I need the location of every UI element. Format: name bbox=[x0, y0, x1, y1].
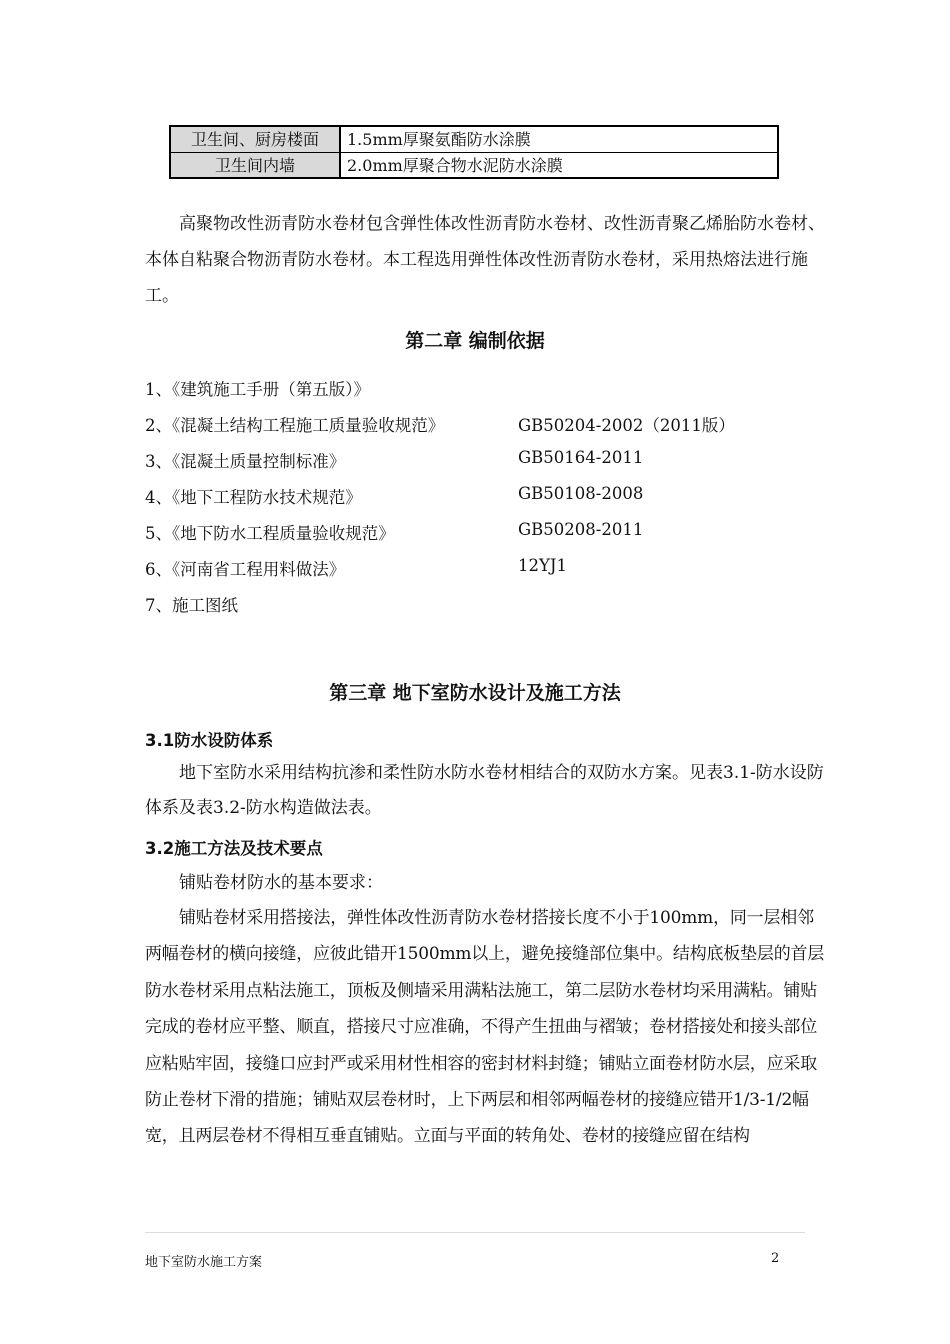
reference-code: GB50208-2011 bbox=[518, 520, 644, 539]
footer-doc-title: 地下室防水施工方案 bbox=[145, 1255, 263, 1270]
reference-item bbox=[145, 556, 825, 580]
table-cell-material: 1.5mm厚聚氨酯防水涂膜 bbox=[347, 130, 531, 149]
table-row bbox=[171, 153, 777, 177]
reference-code: GB50164-2011 bbox=[518, 448, 644, 467]
reference-item bbox=[145, 520, 825, 544]
reference-title: 4、《地下工程防水技术规范》 bbox=[145, 488, 362, 507]
reference-code: 12YJ1 bbox=[518, 556, 568, 575]
section-body: 铺贴卷材采用搭接法，弹性体改性沥青防水卷材搭接长度不小于100mm，同一层相邻两幅卷材的横向接缝，应彼此错开1500mm以上，避免接缝部位集中。结构底板垫层的首层防水卷材采用点粘法施工，顶板及侧墙采用满粘法施工，第二层防水卷材均采用满粘。铺贴完成的卷材应平整、顺直，搭接尺寸应准确，不得产生扭曲与褶皱；卷材搭接处和接头部位应粘贴牢固，接缝口应封严或采用材性相容的密封材料封缝；铺贴立面卷材防水层，应采取防止卷材下滑的措施；铺贴双层卷材时，上下两层和相邻两幅卷材的接缝应错开1/3-1/2幅宽，且两层卷材不得相互垂直铺贴。立面与平面的转角处、卷材的接缝应留在结构 bbox=[145, 908, 825, 1147]
reference-title: 7、施工图纸 bbox=[145, 596, 238, 615]
page-number: 2 bbox=[771, 1251, 780, 1266]
section-heading: 3.1防水设防体系 bbox=[145, 731, 274, 750]
reference-code: GB50204-2002（2011版） bbox=[518, 416, 735, 435]
reference-title: 5、《地下防水工程质量验收规范》 bbox=[145, 524, 395, 543]
chapter2-title: 第二章 编制依据 bbox=[405, 330, 545, 352]
reference-item bbox=[145, 376, 825, 400]
reference-item bbox=[145, 592, 825, 616]
reference-title: 1、《建筑施工手册（第五版）》 bbox=[145, 380, 370, 399]
chapter3-title: 第三章 地下室防水设计及施工方法 bbox=[329, 682, 621, 704]
section-body: 地下室防水采用结构抗渗和柔性防水防水卷材相结合的双防水方案。见表3.1-防水设防体系及表3.2-防水构造做法表。 bbox=[145, 763, 824, 818]
footer-divider bbox=[145, 1232, 805, 1233]
reference-title: 6、《河南省工程用料做法》 bbox=[145, 560, 346, 579]
reference-item bbox=[145, 412, 825, 436]
table-row bbox=[171, 127, 777, 153]
reference-title: 3、《混凝土质量控制标准》 bbox=[145, 452, 346, 471]
section-lead: 铺贴卷材防水的基本要求： bbox=[179, 873, 383, 893]
table-cell-location: 卫生间内墙 bbox=[171, 153, 341, 177]
reference-item bbox=[145, 448, 825, 472]
reference-code: GB50108-2008 bbox=[518, 484, 644, 503]
waterproof-material-table bbox=[169, 125, 779, 179]
table-cell-location: 卫生间、厨房楼面 bbox=[171, 127, 341, 152]
section-heading: 3.2施工方法及技术要点 bbox=[145, 839, 323, 858]
table-cell-material: 2.0mm厚聚合物水泥防水涂膜 bbox=[347, 156, 563, 175]
intro-paragraph: 高聚物改性沥青防水卷材包含弹性体改性沥青防水卷材、改性沥青聚乙烯胎防水卷材、本体自粘聚合物沥青防水卷材。本工程选用弹性体改性沥青防水卷材，采用热熔法进行施工。 bbox=[145, 214, 825, 306]
reference-item bbox=[145, 484, 825, 508]
reference-title: 2、《混凝土结构工程施工质量验收规范》 bbox=[145, 416, 445, 435]
